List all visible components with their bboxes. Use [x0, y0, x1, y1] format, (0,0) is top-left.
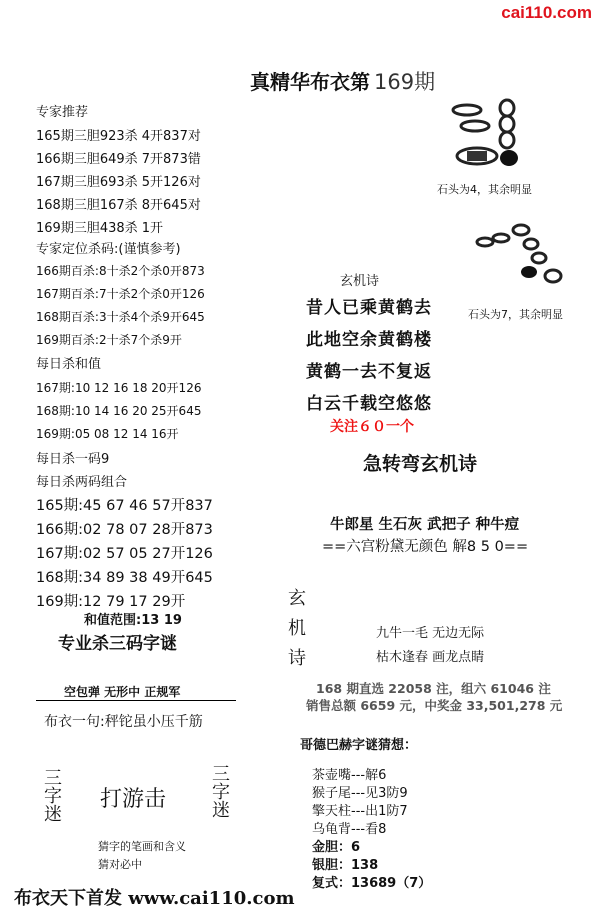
goedel-heading: 哥德巴赫字谜猜想： — [300, 738, 418, 753]
three-char-right — [212, 766, 230, 820]
sum-row: 167期:10 12 16 18 20开126 — [36, 381, 202, 395]
sales-line: 销售总额 6659 元，中奖金 33,501,278 元 — [306, 698, 563, 713]
goedel-row: 乌龟背---看8 — [312, 822, 387, 837]
poem-line: 昔人已乘黄鹤去 — [306, 298, 432, 318]
title-text: 真精华布衣第 — [250, 70, 370, 94]
position-row: 166期百杀:8十杀2个杀0开873 — [36, 264, 205, 278]
vert-char: 三 — [44, 768, 62, 789]
expert-row: 166期三胆649杀 7开873错 — [36, 152, 201, 167]
xuanji-line: 枯木逢春 画龙点睛 — [376, 650, 485, 665]
hint-line: 猜字的笔画和含义 — [98, 840, 186, 853]
vert-char: 玄 — [288, 588, 306, 609]
poem-heading: 玄机诗 — [340, 274, 380, 289]
kill-two-row: 169期:12 79 17 29开 — [36, 594, 186, 610]
follow-note: 关注６０一个 — [330, 419, 414, 435]
kill-two-row: 168期:34 89 38 49开645 — [36, 570, 213, 586]
expert-row: 167期三胆693杀 5开126对 — [36, 175, 201, 190]
poem-line: 此地空余黄鹤楼 — [306, 330, 432, 350]
issue-number: 169期 — [374, 70, 436, 94]
expert-row: 165期三胆923杀 4开837对 — [36, 129, 201, 144]
vert-char: 诗 — [288, 648, 306, 669]
goedel-row: 银胆：138 — [312, 858, 379, 873]
sum-row: 169期:05 08 12 14 16开 — [36, 427, 179, 441]
turn-title: 急转弯玄机诗 — [363, 453, 478, 475]
sum-row: 168期:10 14 16 20 25开645 — [36, 404, 202, 418]
divider — [36, 700, 236, 701]
sum-range: 和值范围:13 19 — [84, 613, 182, 628]
position-heading: 专家定位杀码:(谨慎参考) — [36, 242, 181, 257]
poem-line: 白云千载空悠悠 — [306, 394, 432, 414]
vert-char: 三 — [212, 764, 230, 785]
goedel-row: 茶壶嘴---解6 — [312, 768, 387, 783]
riddle-line: ==六宫粉黛无颜色 解8 5 0== — [322, 539, 529, 555]
kill-two-row: 165期:45 67 46 57开837 — [36, 498, 213, 514]
stone-chain-illustration — [445, 96, 555, 176]
hint-line: 猜对必中 — [98, 858, 142, 871]
riddle-dayouji: 打游击 — [100, 787, 167, 812]
position-row: 167期百杀:7十杀2个杀0开126 — [36, 287, 205, 301]
expert-row: 169期三胆438杀 1开 — [36, 221, 164, 236]
xuanji-line: 九牛一毛 无边无际 — [376, 626, 485, 641]
sum-heading: 每日杀和值 — [36, 357, 102, 372]
stone-note: 石头为7，其余明显 — [468, 308, 563, 321]
stone-chain-illustration-2 — [473, 222, 573, 292]
kill-two-row: 166期:02 78 07 28开873 — [36, 522, 213, 538]
riddle-title: 专业杀三码字谜 — [58, 634, 177, 654]
kill-two-heading: 每日杀两码组合 — [36, 475, 128, 490]
vert-char: 迷 — [44, 804, 62, 825]
goedel-row: 复式：13689（7） — [312, 876, 432, 891]
expert-heading: 专家推荐 — [36, 105, 89, 120]
sales-line: 168 期直选 22058 注，组六 61046 注 — [316, 681, 551, 696]
expert-row: 168期三胆167杀 8开645对 — [36, 198, 201, 213]
riddle-line: 牛郎星 生石灰 武把子 种牛痘 — [330, 517, 520, 533]
position-row: 169期百杀:2十杀7个杀9开 — [36, 333, 182, 347]
vert-char: 字 — [212, 782, 230, 803]
poem-line: 黄鹤一去不复返 — [306, 362, 432, 382]
xuanji-vertical — [288, 584, 306, 674]
kill-two-row: 167期:02 57 05 27开126 — [36, 546, 213, 562]
brand-logo: cai110.com — [501, 3, 592, 22]
page-title — [250, 66, 435, 96]
stone-note: 石头为4，其余明显 — [437, 183, 532, 196]
kill-one: 每日杀一码9 — [36, 452, 110, 467]
vert-char: 机 — [288, 618, 306, 639]
goedel-row: 擎天柱---出1防7 — [312, 804, 408, 819]
riddle-subtitle: 空包弹 无形中 正规军 — [64, 685, 181, 699]
goedel-row: 猴子尾---见3防9 — [312, 786, 408, 801]
position-row: 168期百杀:3十杀4个杀9开645 — [36, 310, 205, 324]
vert-char: 字 — [44, 786, 62, 807]
vert-char: 迷 — [212, 800, 230, 821]
buyi-sentence: 布衣一句:秤铊虽小压千筋 — [44, 714, 203, 730]
three-char-left — [44, 770, 62, 824]
footer-site: 布衣天下首发 www.cai110.com — [14, 888, 295, 909]
goedel-row: 金胆：6 — [312, 840, 361, 855]
